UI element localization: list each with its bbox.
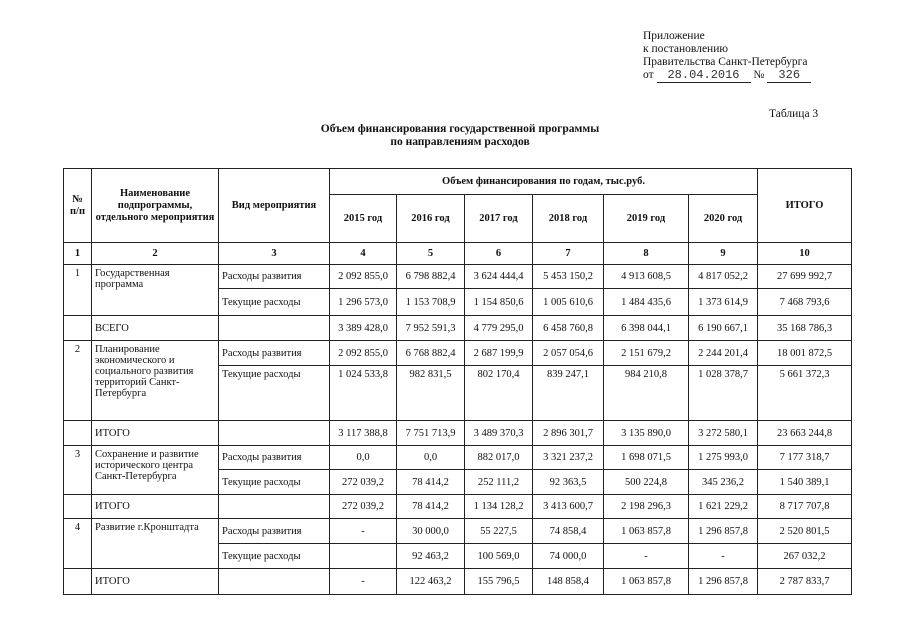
- sum-total: 2 787 833,7: [758, 569, 852, 595]
- program-name: Планирование экономического и социального развития территорий Санкт-Петербурга: [92, 341, 219, 421]
- sum-label: ИТОГО: [92, 495, 219, 519]
- header-num: № п/п: [64, 169, 92, 243]
- sum-value: 7 751 713,9: [397, 421, 465, 446]
- column-index: 1: [64, 243, 92, 265]
- sum-value: 3 413 600,7: [533, 495, 604, 519]
- appendix-block: [643, 30, 811, 83]
- value-cell: 0,0: [330, 446, 397, 470]
- sum-value: 3 389 428,0: [330, 316, 397, 341]
- header-year: 2016 год: [397, 195, 465, 243]
- header-year: 2017 год: [465, 195, 533, 243]
- column-index: 4: [330, 243, 397, 265]
- row-number: 2: [64, 341, 92, 421]
- value-cell: 1 005 610,6: [533, 289, 604, 316]
- value-cell: 839 247,1: [533, 366, 604, 421]
- expense-type: Расходы развития: [219, 519, 330, 544]
- value-cell: 92 363,5: [533, 470, 604, 495]
- row-total: 267 032,2: [758, 544, 852, 569]
- value-cell: 0,0: [397, 446, 465, 470]
- column-index: 3: [219, 243, 330, 265]
- column-index: 9: [689, 243, 758, 265]
- value-cell: 1 154 850,6: [465, 289, 533, 316]
- expense-type: Расходы развития: [219, 265, 330, 289]
- sum-value: -: [330, 569, 397, 595]
- column-index: 6: [465, 243, 533, 265]
- sum-value: 1 296 857,8: [689, 569, 758, 595]
- sum-row: [64, 495, 852, 519]
- table-row: [64, 446, 852, 470]
- sum-value: 1 134 128,2: [465, 495, 533, 519]
- sum-value: 122 463,2: [397, 569, 465, 595]
- value-cell: 982 831,5: [397, 366, 465, 421]
- sum-value: 6 398 044,1: [604, 316, 689, 341]
- row-number: 3: [64, 446, 92, 495]
- value-cell: 345 236,2: [689, 470, 758, 495]
- sum-label: ИТОГО: [92, 421, 219, 446]
- value-cell: 1 153 708,9: [397, 289, 465, 316]
- column-index: 2: [92, 243, 219, 265]
- value-cell: 1 373 614,9: [689, 289, 758, 316]
- value-cell: 5 453 150,2: [533, 265, 604, 289]
- value-cell: 30 000,0: [397, 519, 465, 544]
- sum-total: 35 168 786,3: [758, 316, 852, 341]
- sum-value: 78 414,2: [397, 495, 465, 519]
- expense-type: Расходы развития: [219, 446, 330, 470]
- sum-value: 2 896 301,7: [533, 421, 604, 446]
- sum-total: 23 663 244,8: [758, 421, 852, 446]
- header-type: Вид мероприятия: [219, 169, 330, 243]
- sum-row: [64, 569, 852, 595]
- sum-value: 148 858,4: [533, 569, 604, 595]
- row-total: 5 661 372,3: [758, 366, 852, 421]
- sum-value: 6 190 667,1: [689, 316, 758, 341]
- header-year: 2015 год: [330, 195, 397, 243]
- financing-table: [63, 168, 852, 595]
- value-cell: 2 151 679,2: [604, 341, 689, 366]
- value-cell: 252 111,2: [465, 470, 533, 495]
- appendix-date-line: [643, 69, 811, 83]
- value-cell: 100 569,0: [465, 544, 533, 569]
- document-title: [250, 123, 670, 149]
- title-line-2: по направлениям расходов: [390, 136, 530, 148]
- appendix-line-1: Приложение: [643, 30, 705, 42]
- decree-number: 326: [767, 69, 811, 83]
- value-cell: 272 039,2: [330, 470, 397, 495]
- value-cell: 500 224,8: [604, 470, 689, 495]
- header-name: Наименование подпрограммы, отдельного мероприятия: [92, 169, 219, 243]
- value-cell: 1 296 573,0: [330, 289, 397, 316]
- row-total: 18 001 872,5: [758, 341, 852, 366]
- column-index: 5: [397, 243, 465, 265]
- header-year: 2019 год: [604, 195, 689, 243]
- sum-value: 155 796,5: [465, 569, 533, 595]
- date-prefix: от: [643, 69, 654, 81]
- sum-row: [64, 421, 852, 446]
- program-name: Сохранение и развитие исторического центра Санкт-Петербурга: [92, 446, 219, 495]
- value-cell: 6 768 882,4: [397, 341, 465, 366]
- sum-value: 1 063 857,8: [604, 569, 689, 595]
- row-number: 1: [64, 265, 92, 316]
- row-number: 4: [64, 519, 92, 569]
- value-cell: 1 028 378,7: [689, 366, 758, 421]
- value-cell: 3 321 237,2: [533, 446, 604, 470]
- value-cell: 2 687 199,9: [465, 341, 533, 366]
- value-cell: 1 063 857,8: [604, 519, 689, 544]
- appendix-line-3: Правительства Санкт-Петербурга: [643, 56, 808, 68]
- header-financing: Объем финансирования по годам, тыс.руб.: [330, 169, 758, 195]
- value-cell: 3 624 444,4: [465, 265, 533, 289]
- sum-value: 3 489 370,3: [465, 421, 533, 446]
- value-cell: 1 484 435,6: [604, 289, 689, 316]
- expense-type: Текущие расходы: [219, 470, 330, 495]
- value-cell: 2 057 054,6: [533, 341, 604, 366]
- sum-value: 7 952 591,3: [397, 316, 465, 341]
- header-total: ИТОГО: [758, 169, 852, 243]
- sum-total: 8 717 707,8: [758, 495, 852, 519]
- value-cell: 882 017,0: [465, 446, 533, 470]
- row-total: 27 699 992,7: [758, 265, 852, 289]
- column-index: 7: [533, 243, 604, 265]
- value-cell: 802 170,4: [465, 366, 533, 421]
- sum-value: 1 621 229,2: [689, 495, 758, 519]
- column-index: 10: [758, 243, 852, 265]
- value-cell: 74 000,0: [533, 544, 604, 569]
- expense-type: Расходы развития: [219, 341, 330, 366]
- value-cell: -: [330, 519, 397, 544]
- row-total: 7 468 793,6: [758, 289, 852, 316]
- table-label: Таблица 3: [769, 108, 819, 120]
- sum-value: 3 135 890,0: [604, 421, 689, 446]
- value-cell: 55 227,5: [465, 519, 533, 544]
- value-cell: -: [604, 544, 689, 569]
- value-cell: 2 244 201,4: [689, 341, 758, 366]
- title-line-1: Объем финансирования государственной программы: [320, 123, 600, 135]
- value-cell: 1 275 993,0: [689, 446, 758, 470]
- value-cell: 984 210,8: [604, 366, 689, 421]
- value-cell: 2 092 855,0: [330, 341, 397, 366]
- sum-value: 4 779 295,0: [465, 316, 533, 341]
- row-total: 1 540 389,1: [758, 470, 852, 495]
- value-cell: 2 092 855,0: [330, 265, 397, 289]
- table-row: [64, 341, 852, 366]
- expense-type: Текущие расходы: [219, 366, 330, 421]
- row-total: 7 177 318,7: [758, 446, 852, 470]
- value-cell: 1 296 857,8: [689, 519, 758, 544]
- value-cell: 4 817 052,2: [689, 265, 758, 289]
- header-year: 2018 год: [533, 195, 604, 243]
- row-total: 2 520 801,5: [758, 519, 852, 544]
- header-year: 2020 год: [689, 195, 758, 243]
- value-cell: 92 463,2: [397, 544, 465, 569]
- number-prefix: №: [753, 69, 765, 81]
- program-name: Государственная программа: [92, 265, 219, 316]
- value-cell: 6 798 882,4: [397, 265, 465, 289]
- table-row: [64, 265, 852, 289]
- appendix-line-2: к постановлению: [643, 43, 728, 55]
- sum-row: [64, 316, 852, 341]
- sum-value: 2 198 296,3: [604, 495, 689, 519]
- decree-date: 28.04.2016: [657, 69, 751, 83]
- sum-label: ИТОГО: [92, 569, 219, 595]
- value-cell: 74 858,4: [533, 519, 604, 544]
- sum-label: ВСЕГО: [92, 316, 219, 341]
- expense-type: Текущие расходы: [219, 544, 330, 569]
- value-cell: 1 024 533,8: [330, 366, 397, 421]
- sum-value: 3 117 388,8: [330, 421, 397, 446]
- sum-value: 3 272 580,1: [689, 421, 758, 446]
- table-row: [64, 519, 852, 544]
- value-cell: 78 414,2: [397, 470, 465, 495]
- value-cell: 1 698 071,5: [604, 446, 689, 470]
- sum-value: 272 039,2: [330, 495, 397, 519]
- value-cell: -: [689, 544, 758, 569]
- program-name: Развитие г.Кронштадта: [92, 519, 219, 569]
- value-cell: 4 913 608,5: [604, 265, 689, 289]
- column-index: 8: [604, 243, 689, 265]
- value-cell: [330, 544, 397, 569]
- sum-value: 6 458 760,8: [533, 316, 604, 341]
- expense-type: Текущие расходы: [219, 289, 330, 316]
